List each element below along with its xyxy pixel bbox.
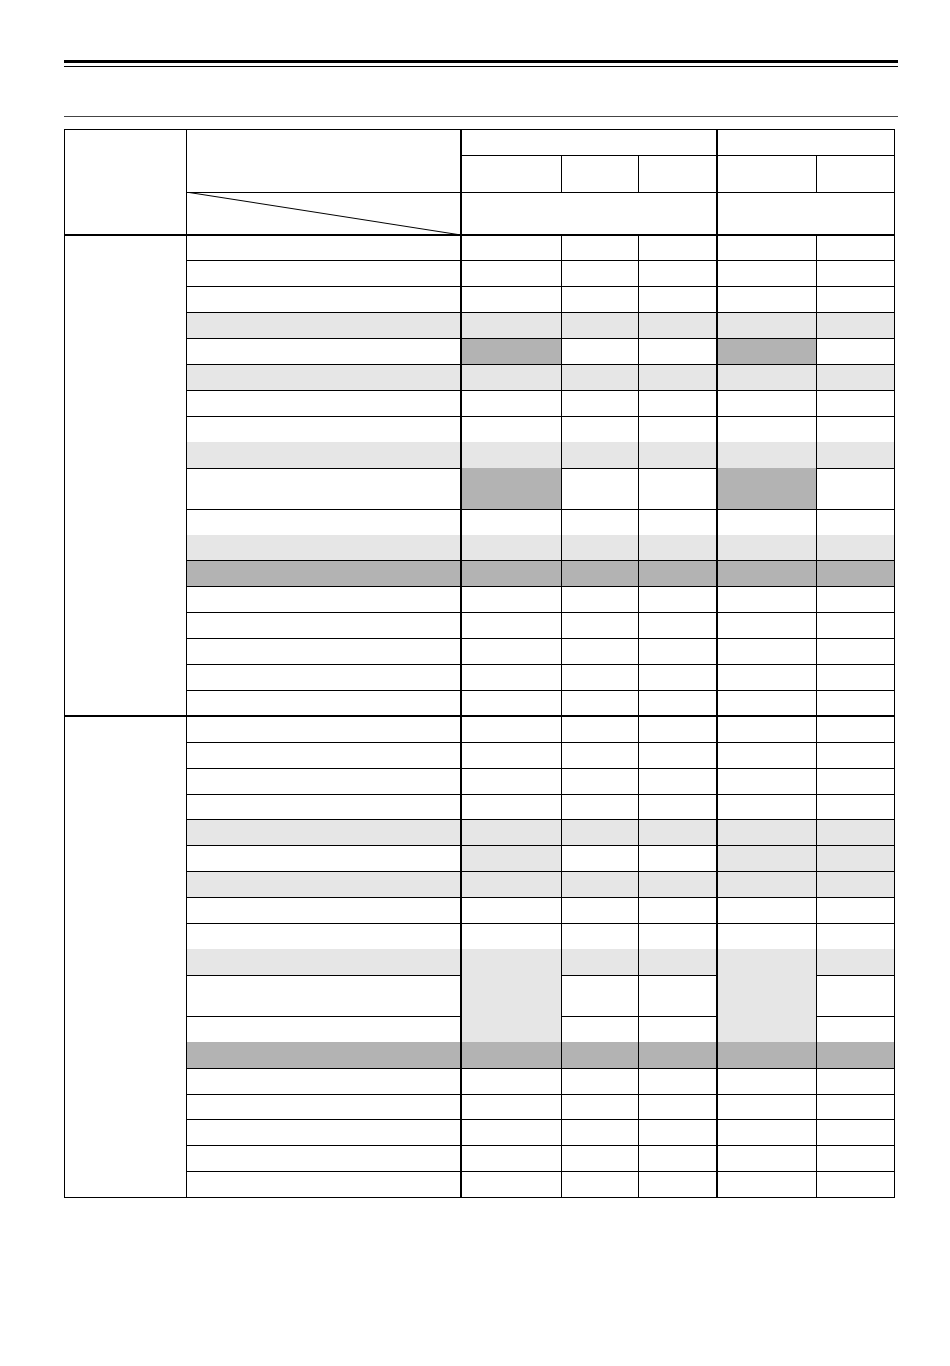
col-divider (638, 155, 639, 192)
value-cell (461, 468, 561, 509)
value-area-left (460, 129, 462, 1198)
row-divider (186, 1145, 895, 1146)
value-cell (717, 1042, 816, 1068)
value-cell (461, 975, 561, 1016)
value-cell (461, 313, 561, 339)
value-cell (561, 949, 638, 975)
value-cell (461, 1016, 561, 1042)
value-cell (717, 339, 816, 365)
value-cell (461, 339, 561, 365)
value-cell (561, 1042, 638, 1068)
row-divider (186, 1068, 895, 1069)
value-cell (461, 442, 561, 468)
value-cell (461, 820, 561, 846)
row-divider (186, 286, 895, 287)
value-cell (816, 442, 895, 468)
value-cell (717, 442, 816, 468)
item-cell (186, 872, 461, 898)
row-divider (186, 664, 895, 665)
value-cell (461, 949, 561, 975)
value-cell (717, 975, 816, 1016)
value-cell (717, 365, 816, 391)
row-divider (186, 509, 895, 510)
value-cell (717, 561, 816, 587)
value-cell (816, 535, 895, 561)
value-cell (461, 846, 561, 872)
value-cell (461, 1042, 561, 1068)
row-divider (186, 416, 895, 417)
row-divider (186, 1119, 895, 1120)
value-cell (816, 872, 895, 898)
row-divider (186, 768, 895, 769)
value-cell (717, 872, 816, 898)
row-divider (186, 612, 895, 613)
value-cell (561, 820, 638, 846)
value-cell (461, 561, 561, 587)
row-divider (186, 1171, 895, 1172)
value-cell (461, 365, 561, 391)
diagonal-line (186, 192, 461, 235)
col-divider (638, 235, 639, 1198)
value-cell (816, 561, 895, 587)
row-divider (186, 638, 895, 639)
value-cell (816, 949, 895, 975)
value-cell (638, 949, 717, 975)
value-cell (561, 535, 638, 561)
item-cell (186, 442, 461, 468)
value-cell (816, 313, 895, 339)
value-cell (638, 872, 717, 898)
row-divider (186, 390, 895, 391)
value-cell (561, 365, 638, 391)
group-divider (64, 715, 895, 717)
value-cell (717, 535, 816, 561)
value-cell (638, 561, 717, 587)
value-cell (638, 820, 717, 846)
value-cell (816, 846, 895, 872)
table-right-border (894, 129, 895, 1198)
value-cell (816, 1042, 895, 1068)
value-cell (638, 1042, 717, 1068)
row-divider (186, 742, 895, 743)
item-cell (186, 820, 461, 846)
value-cell (717, 820, 816, 846)
row-divider (186, 1094, 895, 1095)
value-cell (717, 468, 816, 509)
row-divider (186, 260, 895, 261)
value-cell (561, 872, 638, 898)
value-cell (638, 313, 717, 339)
value-cell (638, 535, 717, 561)
value-cell (717, 949, 816, 975)
group-b-left (716, 129, 718, 1198)
value-cell (561, 442, 638, 468)
item-cell (186, 313, 461, 339)
value-cell (816, 820, 895, 846)
value-cell (638, 365, 717, 391)
item-cell (186, 1042, 461, 1068)
value-cell (717, 313, 816, 339)
value-cell (561, 561, 638, 587)
value-cell (461, 872, 561, 898)
value-cell (816, 365, 895, 391)
col-divider (561, 235, 562, 1198)
item-cell (186, 949, 461, 975)
item-column-left (186, 129, 187, 1198)
table-bottom-border (64, 1197, 895, 1198)
col-divider (816, 155, 817, 192)
row-divider (186, 690, 895, 691)
table-top-border (64, 129, 895, 130)
item-cell (186, 535, 461, 561)
subheader-divider (461, 155, 895, 156)
header-diagonal (186, 192, 461, 235)
item-cell (186, 561, 461, 587)
row-divider (186, 897, 895, 898)
item-cell (186, 365, 461, 391)
table-left-border (64, 129, 65, 1198)
row-divider (186, 794, 895, 795)
value-cell (717, 846, 816, 872)
col-divider (816, 235, 817, 1198)
value-cell (638, 442, 717, 468)
value-cell (717, 1016, 816, 1042)
value-cell (461, 535, 561, 561)
row-divider (186, 923, 895, 924)
value-cell (561, 313, 638, 339)
col-divider (561, 155, 562, 192)
row-divider (186, 586, 895, 587)
